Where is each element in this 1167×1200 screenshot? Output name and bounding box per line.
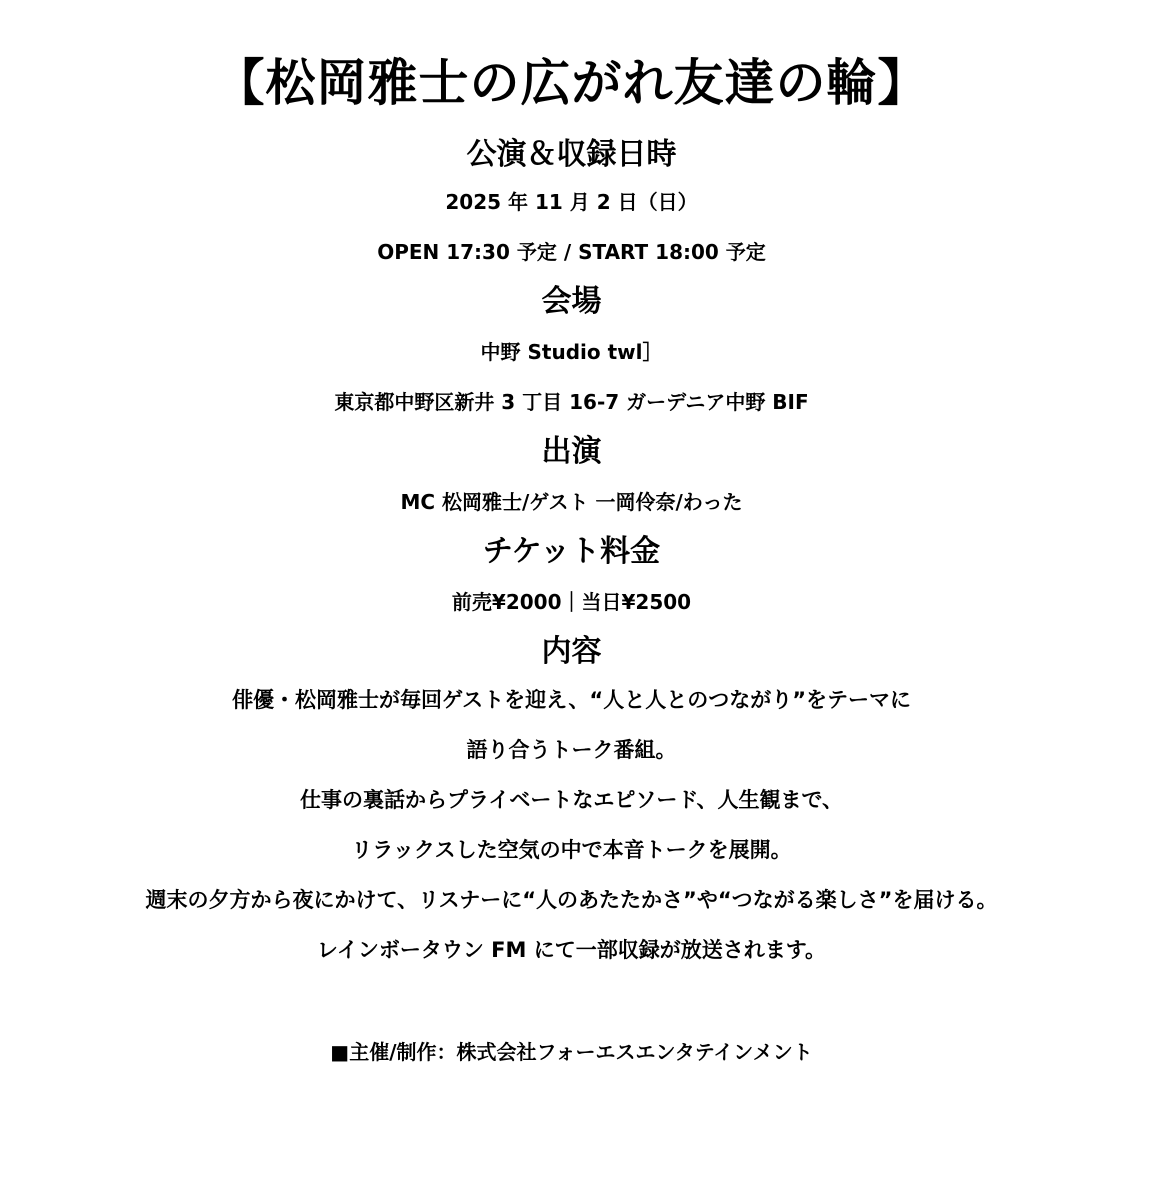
content-line: リラックスした空気の中で本音トークを展開。 [351,838,792,862]
content-line: 俳優・松岡雅士が毎回ゲストを迎え、“人と人とのつながり”をテーマに [231,688,912,712]
organizer-credit: ■主催/制作：株式会社フォーエスエンタテインメント [330,1040,813,1064]
cast-members: MC 松岡雅士/ゲスト 一岡伶奈/わった [400,490,743,514]
event-title: 【松岡雅士の広がれ友達の輪】 [214,54,929,112]
venue-address: 東京都中野区新井 3 丁目 16-7 ガーデニア中野 BIF [334,390,809,414]
cast-heading: 出演 [541,434,602,469]
event-time: OPEN 17:30 予定 / START 18:00 予定 [377,240,766,264]
ticket-heading: チケット料金 [482,534,661,569]
content-line: 週末の夕方から夜にかけて、リスナーに“人のあたたかさ”や“つながる楽しさ”を届ける。 [145,888,998,912]
venue-heading: 会場 [541,284,602,319]
content-line: 仕事の裏話からプライベートなエピソード、人生観まで、 [299,788,844,812]
content-line: レインボータウン FM にて一部収録が放送されます。 [316,938,827,962]
venue-name: 中野 Studio twl］ [480,340,663,364]
schedule-heading: 公演＆収録日時 [466,137,677,172]
content-heading: 内容 [541,634,602,669]
content-line: 語り合うトーク番組。 [466,738,677,762]
event-date: 2025 年 11 月 2 日（日） [445,190,698,214]
ticket-price: 前売¥2000｜当日¥2500 [451,590,692,614]
